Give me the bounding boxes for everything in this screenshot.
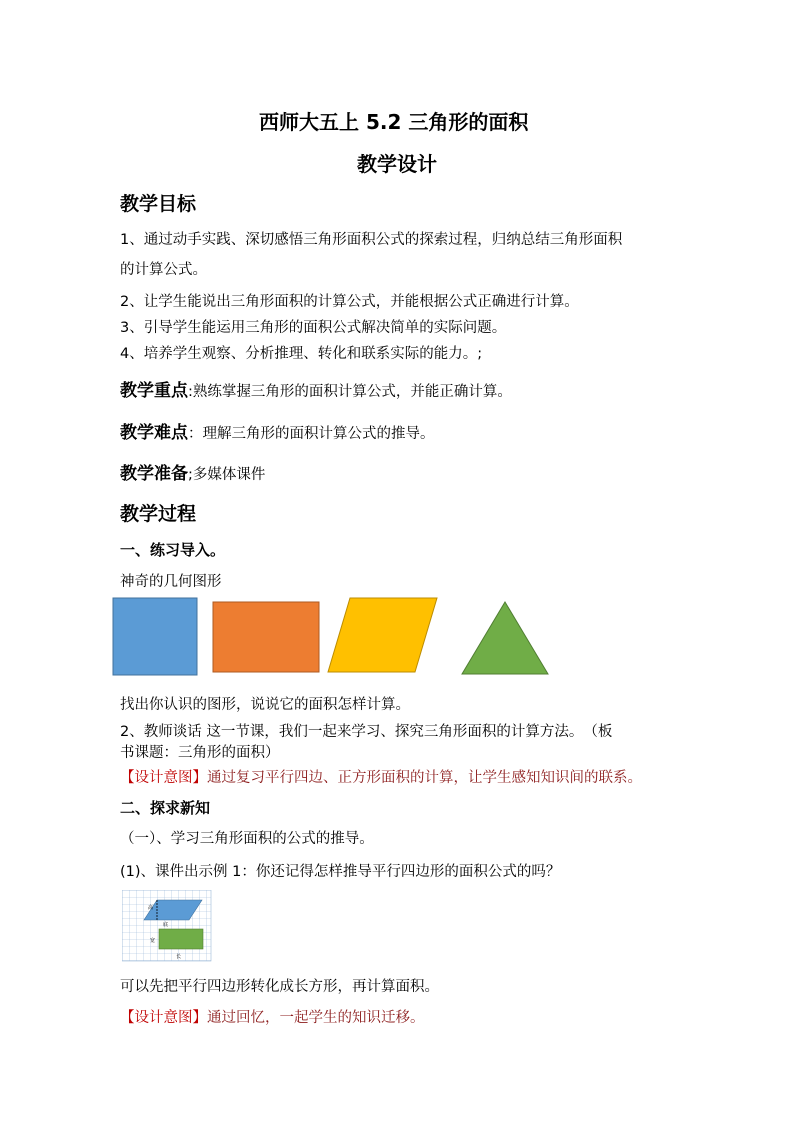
label-gao: 高 bbox=[148, 905, 154, 911]
convert-text: 可以先把平行四边形转化成长方形，再计算面积。 bbox=[120, 979, 439, 995]
goal-item-3: 3、引导学生能运用三角形的面积公式解决简单的实际问题。 bbox=[120, 320, 507, 336]
design-intent-2 bbox=[120, 1006, 425, 1027]
subsection-1-heading: （一）、学习三角形面积的公式的推导。 bbox=[120, 831, 374, 847]
goals-heading: 教学目标 bbox=[120, 193, 197, 215]
preparation-label: 教学准备 bbox=[120, 464, 188, 484]
goal-item-1-line-1: 1、通过动手实践、深切感悟三角形面积公式的探索过程，归纳总结三角形面积 bbox=[120, 232, 623, 248]
difficulty-text: ：理解三角形的面积计算公式的推导。 bbox=[188, 426, 435, 442]
shapes-caption: 神奇的几何图形 bbox=[120, 574, 222, 590]
preparation-text: ;多媒体课件 bbox=[188, 467, 266, 483]
label-chang: 长 bbox=[176, 954, 182, 960]
difficulty-line bbox=[120, 418, 435, 443]
key-point-line bbox=[120, 376, 512, 401]
design-intent-2-text: 通过回忆，一起学生的知识迁移。 bbox=[207, 1010, 425, 1026]
goal-item-1-line-2: 的计算公式。 bbox=[120, 262, 207, 278]
blue-square bbox=[113, 598, 197, 675]
design-intent-2-label: 【设计意图】 bbox=[120, 1010, 207, 1026]
design-intent-1-label: 【设计意图】 bbox=[120, 770, 207, 786]
geometric-shapes-figure bbox=[110, 594, 560, 680]
preparation-line bbox=[120, 459, 265, 484]
design-intent-1 bbox=[120, 766, 642, 787]
orange-rectangle bbox=[213, 602, 319, 672]
green-triangle bbox=[462, 602, 548, 674]
parallelogram-to-rectangle-figure bbox=[122, 890, 212, 962]
document-title: 西师大五上 5.2 三角形的面积 bbox=[259, 110, 529, 134]
teacher-talk-line-2: 书课题：三角形的面积） bbox=[120, 745, 280, 761]
document-subtitle: 教学设计 bbox=[357, 152, 437, 176]
difficulty-label: 教学难点 bbox=[120, 423, 188, 443]
find-shapes-text: 找出你认识的图形，说说它的面积怎样计算。 bbox=[120, 697, 410, 713]
teacher-talk-line-1: 2、教师谈话 这一节课，我们一起来学习、探究三角形面积的计算方法。 （板 bbox=[120, 724, 613, 740]
label-kuan: 宽 bbox=[150, 938, 156, 944]
section-1-heading: 一、练习导入。 bbox=[120, 541, 226, 559]
design-intent-1-text: 通过复习平行四边、正方形面积的计算，让学生感知知识间的联系。 bbox=[207, 770, 642, 786]
goal-item-4: 4、培养学生观察、分析推理、转化和联系实际的能力。; bbox=[120, 346, 483, 362]
goal-item-2: 2、让学生能说出三角形面积的计算公式，并能根据公式正确进行计算。 bbox=[120, 294, 579, 310]
section-2-heading: 二、探求新知 bbox=[120, 799, 211, 817]
label-di: 底 bbox=[163, 922, 169, 928]
process-heading: 教学过程 bbox=[120, 503, 197, 525]
step-1-text: (1)、课件出示例 1：你还记得怎样推导平行四边形的面积公式的吗？ bbox=[120, 864, 561, 880]
key-point-text: :熟练掌握三角形的面积计算公式，并能正确计算。 bbox=[188, 384, 512, 400]
green-rectangle bbox=[159, 929, 203, 949]
key-point-label: 教学重点 bbox=[120, 381, 188, 401]
yellow-parallelogram bbox=[328, 598, 437, 672]
